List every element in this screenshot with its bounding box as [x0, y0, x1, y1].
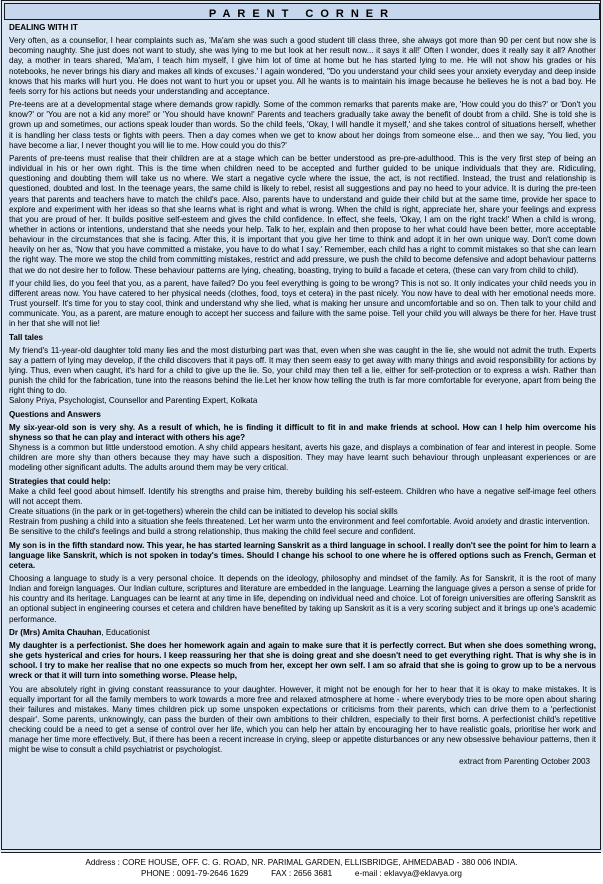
- footer-contact: PHONE : 0091-79-2646 1629 FAX : 2656 3681 e-mail : eklavya@eklavya.org: [141, 869, 462, 878]
- answer-1: Shyness is a common but little understood emotion. A shy child appears hesitant, averts his gaze, and displays a combination of fear and interest in people. Some children are more shy than others because they may have such a disposition. They may have learnt such behaviour through unpleasant experiences or are modeling other significant adults. The adults around them may be very critical.: [9, 443, 596, 473]
- expert-name: Dr (Mrs) Amita Chauhan: [9, 627, 102, 637]
- question-1: My six-year-old son is very shy. As a result of which, he is finding it difficult to fit in and make friends at school. How can I help him overcome his shyness so that he can play and interact with others his age?: [9, 422, 596, 442]
- expert-role: , Educationist: [101, 627, 150, 637]
- footer-address: Address : CORE HOUSE, OFF. C. G. ROAD, NR. PARIMAL GARDEN, ELLISBRIDGE, AHMEDABAD - 380 006 INDIA.: [85, 858, 518, 867]
- strategy-2: Create situations (in the park or in get-togethers) wherein the child can be initiated to develop his social skills: [9, 507, 398, 517]
- strategy-3: Restrain from pushing a child into a situation she feels threatened. Let her warm unto the environment and feel comfortable. Avoid anxiety and drastic intervention.: [9, 517, 590, 527]
- source-credit: extract from Parenting October 2003: [459, 756, 590, 766]
- article-frame: [1, 0, 601, 850]
- paragraph-5: My friend's 11-year-old daughter told many lies and the most disturbing part was that, even when she was caught in the lie, she would not admit the truth. Experts say a pattern of lying may develop, if the child discovers that it pays off. It may then seem easy to get away with many things and avoid responsibility for actions by lying. Thus, even when caught, it's hard for a child to give up the lie. So, your child may then tell a lie, either for self-protection or to express a wish. Rather than punish the child for the fabrication, tune into the reasons behind the lie.Let her know how telling the truth is far more comfortable for everyone, apart from being the right thing to do.: [9, 345, 596, 396]
- footer: [0, 852, 603, 884]
- question-3: My daughter is a perfectionist. She does her homework again and again to make sure that it is perfectly correct. But when she does something wrong, she gets hysterical and cries for hours. I keep reassuring her that she is doing great and she doesn't need to get everything right. That is why she is in school. I try to make her realise that no one expects so much from her, except her own self. I am so afraid that she is going to grow up to be a nervous wreck or that it will turn into something worse. Please help,: [9, 640, 596, 681]
- strategy-4: Be sensitive to the child's feelings and build a strong relationship, thus making the child feel secure and confident.: [9, 527, 416, 537]
- article-content: [9, 23, 596, 847]
- strategies-heading: Strategies that could help:: [9, 476, 111, 486]
- paragraph-4: If your child lies, do you feel that you, as a parent, have failed? Do you feel everything is going to be wrong? This is not so. It only indicates your child needs you in different areas now. You have catered to her physical needs (clothes, food, toys et cetera) in the past nicely. You now have to deal with her emotional needs more. Trust yourself. It's time for you to stay cool, think and understand why she lied, what is making her unsure and uncomfortable and so on. Then talk to your child and communicate. You, as a parent, are mature enough to accept her success and failure with the same poise. Tell your child you will always be there for her. Have trust in her that she will not lie!: [9, 278, 596, 329]
- page-title: PARENT CORNER: [208, 8, 396, 20]
- author-credit: Salony Priya, Psychologist, Counsellor and Parenting Expert, Kolkata: [9, 396, 258, 406]
- paragraph-2: Pre-teens are at a developmental stage where demands grow rapidly. Some of the common remarks that parents make are, 'How could you do this?' or 'Don't you know?' or 'You are not a kid any more!' or 'You should have known!' Parents and teachers gradually take away the benefit of doubt from a child. She is told she is grown up and sometimes, our actions speak louder than words. So the child feels, 'Okay, I will handle it myself,' and she takes control of situations herself, whether it is handling her class tests or fights with peers. Then a day comes when we get to know about her doings from someone else... and then we say, 'You lied, you have become a liar, I never thought you will lie to me. How could you do this?': [9, 100, 596, 150]
- question-2: My son is in the fifth standard now. This year, he has started learning Sanskrit as a third language in school. I really don't see the point for him to learn a language like Sanskrit, which is not spoken in today's times. Should I change his school to one where he is offered options such as French, German et cetera.: [9, 540, 596, 570]
- answer-3: You are absolutely right in giving constant reassurance to your daughter. However, it might not be enough for her to hear that it is okay to make mistakes. It is equally important for all the family members to work towards a more free and relaxed atmosphere at home - where everybody tries to be more open about sharing their failures and mistakes. Many times children pick up some unspoken expectations or criticisms from their parents, which can drive them to a 'perfectionist despair'. Some parents, unknowingly, can pass the burden of their own ambitions to their children, especially to their first borns. A perfectionist child's repetitive checking could be a need to get a sense of control over her life, which you can help her attain by encouraging her to have realistic goals, prioritise her work and manage her time more effectively. But, if there has been a recent increase in crying, sleep or appetite disturbances or any new obsessive behaviour patterns, then it might be wise to consult a child psychiatrist or psychologist.: [9, 684, 596, 755]
- paragraph-3: Parents of pre-teens must realise that their children are at a stage which can be better understood as pre-pre-adulthood. This is the very first step of being an individual in his or her own right. This is the time when children need to be accepted and further guided to be unique individuals that they are. Ridiculing, questioning and doubting them will take us no where. We start a negative cycle where the issue, the act, is not rectified. Instead, the trust and relationship is questioned, doubted and lost. In the teenage years, the same child is likely to rebel, resist all suggestions and pay no heed to your advice. It is during the pre-teen years that parents and teachers have to match the child's pace. Also, parents have to understand and guide their child but at the same time, provide her space to explore and experiment with her ideas so that she learns what is right and what is wrong. When the child is right, appreciate her, share your feelings and express that you are proud of her. It builds positive self-esteem and gives the child confidence. In effect, she feels, 'Okay, I am on the right track!' When a child is wrong, whether in actions or intentions, understand that she needs your help. Talk to her, explain and then propose to her what could have been better, more acceptable behaviour in the circumstances that she is facing. After this, it is important that you give her time to think and adopt it in her own unique way. Don't come down heavily on her as, 'Now that you have committed a mistake, you have to do what I say.' Remember, each child has a right to commit mistakes so that she can learn the right way. The more we stop the child from committing mistakes, restrict and add pressure, we push the child to become defensive and adopt behaviour patterns that we do not desire her to follow. These behaviour patterns are lying, cheating, boasting, trying to build a facade et cetera, (these can vary from child to child).: [9, 153, 596, 275]
- section-heading-qa: Questions and Answers: [9, 409, 101, 419]
- section-heading-dealing: DEALING WITH IT: [9, 23, 78, 32]
- answer-2: Choosing a language to study is a very personal choice. It depends on the ideology, philosophy and mindset of the family. As for Sanskrit, it is the root of many Indian and foreign languages. Our Indian culture, scriptures and literature are embedded in the language. Learning the language gives a person a sense of pride for his country and its heritage. Languages can be learnt at any time in life, depending on individual need and choice. Lot of foreign universities are offering Sanskrit as an optional subject in engineering courses et cetera and children have benefited by taking up Sanskrit as it is a very scoring subject and it brings up one's academic performance.: [9, 573, 596, 624]
- paragraph-1: Very often, as a counsellor, I hear complaints such as, 'Ma'am she was such a good student till class three, she always got more than 90 per cent but now she is becoming naughty. She just does not want to study, she was lying to me but look at her result now... it says it all!' Often I wonder, does it really say it all? Another day, a mother in tears shared, 'Ma'am, I teach him myself, I give him lot of time at home but he has started lying to me. He will not show his grades or his notebooks, he never brings his diary and makes all kinds of excuses.' I again wondered, "Do you understand your child sees your anxiety everyday and deep inside knows that his marks will hurt you. He does not want to hurt you or upset you. All he wants is to maintain his image because he believes he is not a bad boy. He feels sorry for his actions but needs your understanding and acceptance.: [9, 36, 596, 96]
- section-heading-tall-tales: Tall tales: [9, 332, 44, 342]
- footer-divider: [1, 852, 601, 853]
- expert-credit: [9, 628, 596, 638]
- title-bar: [4, 3, 600, 20]
- strategy-1: Make a child feel good about himself. Identify his strengths and praise him, thereby building his self-esteem. Children who have a negative self-image feel others will not accept them.: [9, 486, 596, 506]
